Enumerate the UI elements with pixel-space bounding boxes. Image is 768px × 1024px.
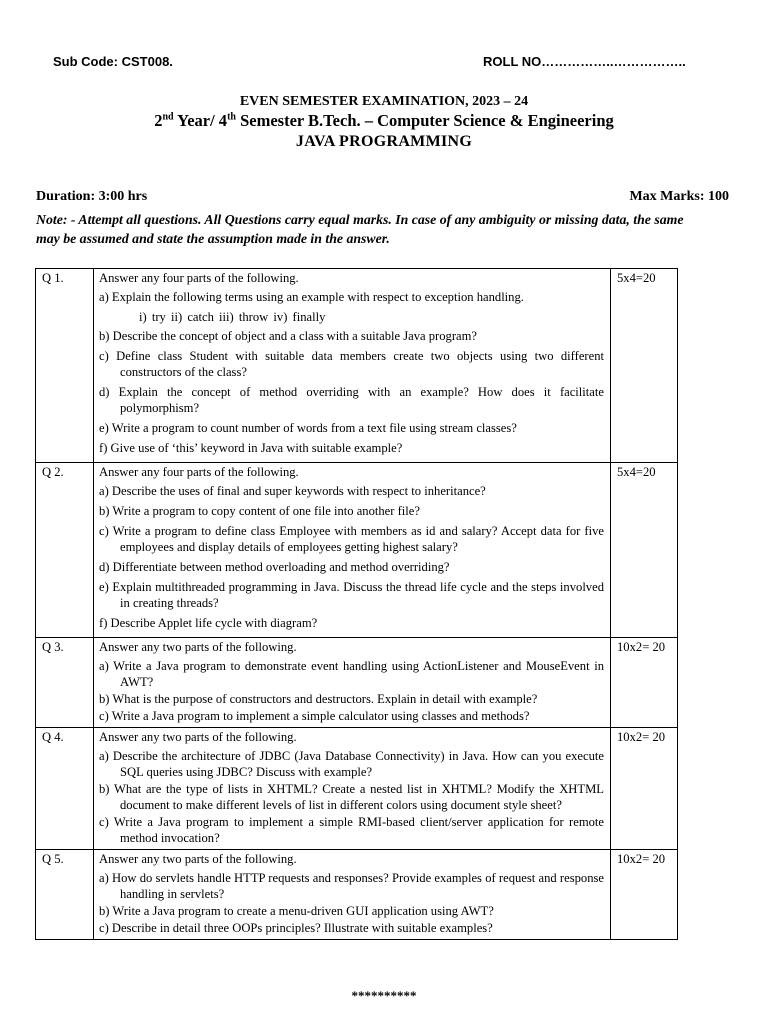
question-part: b) What is the purpose of constructors and destructors. Explain in detail with example?: [99, 692, 538, 706]
question-row: [36, 638, 678, 728]
question-part: a) Describe the architecture of JDBC (Java Database Connectivity) in Java. How can you execute SQL queries using JDBC? Discuss with example?: [99, 749, 604, 779]
note: Note: - Attempt all questions. All Questions carry equal marks. In case of any ambiguity or missing data, the same may be assumed and state the assumption made in the answer.: [36, 212, 684, 246]
question-row: [36, 728, 678, 850]
question-part: a) How do servlets handle HTTP requests and responses? Provide examples of request and response handling in servlets?: [99, 871, 604, 901]
question-row: [36, 463, 678, 638]
question-content: [94, 269, 611, 463]
question-marks: 10x2= 20: [611, 850, 678, 940]
question-content: [94, 463, 611, 638]
question-part: c) Describe in detail three OOPs principles? Illustrate with suitable examples?: [99, 921, 493, 935]
footer-stars: **********: [351, 988, 417, 1003]
question-marks: 10x2= 20: [611, 728, 678, 850]
question-part: b) Describe the concept of object and a class with a suitable Java program?: [99, 329, 478, 343]
question-number: Q 2.: [36, 463, 94, 638]
exam-title: EVEN SEMESTER EXAMINATION, 2023 – 24: [239, 94, 529, 109]
question-marks: 5x4=20: [611, 463, 678, 638]
semester-superscript: th: [227, 111, 236, 123]
question-intro: Answer any four parts of the following.: [99, 271, 299, 285]
question-intro: Answer any two parts of the following.: [99, 640, 297, 654]
question-part: d) Differentiate between method overloading and method overriding?: [99, 560, 450, 574]
subject-title: JAVA PROGRAMMING: [295, 133, 473, 150]
question-table: [35, 268, 678, 940]
question-part: d) Explain the concept of method overriding with an example? How does it facilitate polymorphism?: [99, 385, 604, 415]
question-part: f) Give use of ‘this’ keyword in Java with suitable example?: [99, 441, 403, 455]
question-part: c) Write a program to define class Employee with members as id and salary? Accept data for five employees and display details of employees getting highest salary?: [99, 524, 604, 554]
question-part: a) Describe the uses of final and super keywords with respect to inheritance?: [99, 484, 486, 498]
year-number: 2: [154, 111, 163, 130]
question-row: [36, 269, 678, 463]
year-superscript: nd: [162, 111, 174, 123]
question-part: f) Describe Applet life cycle with diagram?: [99, 616, 318, 630]
question-number: Q 5.: [36, 850, 94, 940]
question-part: b) Write a Java program to create a menu-driven GUI application using AWT?: [99, 904, 494, 918]
question-part: b) Write a program to copy content of one file into another file?: [99, 504, 420, 518]
question-part: e) Explain multithreaded programming in Java. Discuss the thread life cycle and the steps involved in creating threads?: [99, 580, 604, 610]
question-content: [94, 850, 611, 940]
question-part: e) Write a program to count number of words from a text file using stream classes?: [99, 421, 517, 435]
question-intro: Answer any two parts of the following.: [99, 730, 297, 744]
max-marks: Max Marks: 100: [629, 189, 729, 204]
question-part: a) Explain the following terms using an example with respect to exception handling.: [99, 290, 524, 304]
question-marks: 5x4=20: [611, 269, 678, 463]
question-content: [94, 638, 611, 728]
question-part: c) Write a Java program to implement a simple calculator using classes and methods?: [99, 709, 530, 723]
question-intro: Answer any two parts of the following.: [99, 852, 297, 866]
question-part: a) Write a Java program to demonstrate event handling using ActionListener and MouseEvent in AWT?: [99, 659, 604, 689]
question-marks: 10x2= 20: [611, 638, 678, 728]
question-number: Q 4.: [36, 728, 94, 850]
question-row: [36, 850, 678, 940]
course-text: Semester B.Tech. – Computer Science & Engineering: [235, 111, 614, 130]
question-intro: Answer any four parts of the following.: [99, 465, 299, 479]
sub-code: Sub Code: CST008.: [53, 54, 173, 69]
year-text: Year/ 4: [173, 111, 228, 130]
duration: Duration: 3:00 hrs: [36, 189, 148, 204]
question-part: b) What are the type of lists in XHTML? Create a nested list in XHTML? Modify the XHTML document to make different levels of list in different colors using document style sheet?: [99, 782, 604, 812]
question-subparts: i) try ii) catch iii) throw iv) finally: [139, 310, 326, 324]
roll-no: ROLL NO……………..……………..: [483, 54, 686, 69]
question-part: c) Define class Student with suitable data members create two objects using two different constructors of the class?: [99, 349, 604, 379]
year-line: [0, 111, 768, 131]
question-part: c) Write a Java program to implement a simple RMI-based client/server application for remote method invocation?: [99, 815, 604, 845]
question-number: Q 1.: [36, 269, 94, 463]
question-content: [94, 728, 611, 850]
question-number: Q 3.: [36, 638, 94, 728]
